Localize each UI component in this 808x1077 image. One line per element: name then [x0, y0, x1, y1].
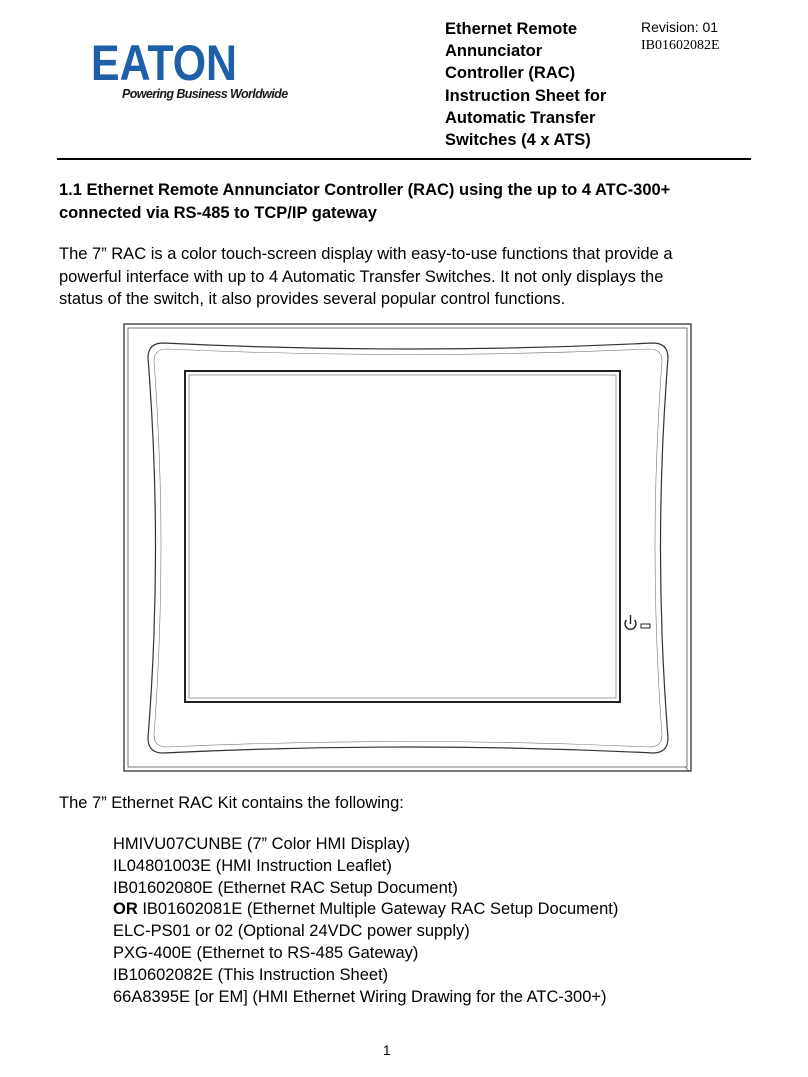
kit-item: 66A8395E [or EM] (HMI Ethernet Wiring Drawing for the ATC-300+) [113, 987, 607, 1006]
kit-item: OR IB01602081E (Ethernet Multiple Gateway RAC Setup Document) [113, 900, 619, 919]
eaton-logo [90, 35, 300, 106]
title-line: Controller (RAC) [445, 64, 576, 83]
kit-title: The 7” Ethernet RAC Kit contains the following: [59, 794, 404, 812]
kit-item: IB01602080E (Ethernet RAC Setup Document) [113, 878, 458, 897]
eaton-wordmark [90, 35, 238, 91]
title-line: Switches (4 x ATS) [445, 131, 591, 150]
paragraph-line: The 7” RAC is a color touch-screen display with easy-to-use functions that provide a [59, 245, 673, 263]
paragraph-line: status of the switch, it also provides several popular control functions. [59, 290, 566, 308]
revision-label: Revision: 01 [641, 19, 719, 35]
hmi-display-drawing [123, 323, 693, 773]
page-number: 1 [383, 1043, 391, 1058]
kit-item: IL04801003E (HMI Instruction Leaflet) [113, 856, 392, 875]
title-line: Automatic Transfer [445, 108, 596, 127]
heading-line: connected via RS-485 to TCP/IP gateway [59, 204, 377, 222]
kit-item: HMIVU07CUNBE (7” Color HMI Display) [113, 835, 411, 853]
header-divider [57, 158, 751, 160]
intro-paragraph [59, 243, 759, 311]
touch-screen [185, 371, 620, 702]
paragraph-line: powerful interface with up to 4 Automatic Transfer Switches. It not only displays the [59, 267, 664, 286]
kit-contents-list [113, 834, 618, 1008]
title-line: Ethernet Remote [445, 20, 578, 38]
kit-item: PXG-400E (Ethernet to RS-485 Gateway) [113, 943, 419, 962]
title-line: Annunciator [445, 42, 543, 61]
kit-item: ELC-PS01 or 02 (Optional 24VDC power supply) [113, 922, 470, 941]
kit-item: IB10602082E (This Instruction Sheet) [113, 965, 389, 984]
title-line: Instruction Sheet for [445, 86, 607, 105]
document-number: IB01602082E [641, 38, 720, 53]
document-title [445, 18, 635, 151]
logo-tagline: Powering Business Worldwide [122, 87, 288, 101]
heading-line: 1.1 Ethernet Remote Annunciator Controller (RAC) using the up to 4 ATC-300+ [59, 181, 671, 199]
svg-text:EATON: EATON [91, 35, 237, 91]
section-heading [59, 179, 759, 225]
